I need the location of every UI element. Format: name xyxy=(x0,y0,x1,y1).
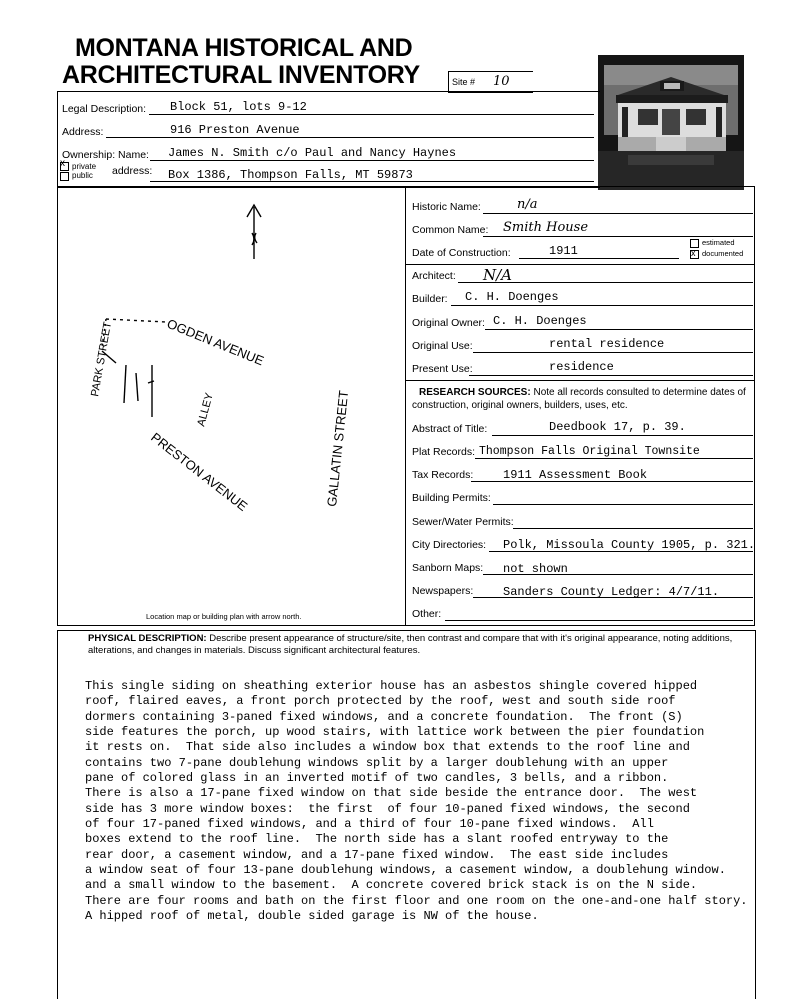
description-line: and a small window to the basement. A concrete covered brick stack is on the N side. xyxy=(85,878,698,893)
tax-records-value: 1911 Assessment Book xyxy=(503,468,648,482)
divider-2 xyxy=(405,380,754,381)
sewer-water-permits-line xyxy=(513,528,753,529)
original-use-value: rental residence xyxy=(549,337,665,351)
abstract-of-title-value: Deedbook 17, p. 39. xyxy=(549,420,686,434)
city-directories-label: City Directories: xyxy=(412,539,487,551)
builder-value: C. H. Doenges xyxy=(465,290,559,304)
ownership-value: James N. Smith c/o Paul and Nancy Haynes xyxy=(168,146,457,160)
private-label: private xyxy=(72,162,97,171)
physical-description-body xyxy=(85,679,785,925)
description-line: it rests on. That side also includes a window box that extends to the roof line and xyxy=(85,740,690,755)
physical-heading: PHYSICAL DESCRIPTION: xyxy=(88,633,207,644)
sanborn-maps-value: not shown xyxy=(503,562,568,576)
present-use-value: residence xyxy=(549,360,614,374)
description-line: This single siding on sheathing exterior house has an asbestos shingle covered hipped xyxy=(85,679,698,693)
map-label-ogden: OGDEN AVENUE xyxy=(164,315,267,369)
present-use-label: Present Use: xyxy=(412,363,473,375)
research-sources-header xyxy=(412,386,752,412)
other-line xyxy=(445,620,753,621)
description-line: dormers containing 3-paned fixed windows, and a concrete foundation. The front (S) xyxy=(85,709,683,724)
map-label-preston: PRESTON AVENUE xyxy=(148,429,251,515)
map-label-park: PARK STREET xyxy=(89,320,115,398)
public-label: public xyxy=(72,171,93,181)
fields-list xyxy=(405,186,754,624)
site-label: Site # xyxy=(452,77,476,87)
newspapers-label: Newspapers: xyxy=(412,585,474,597)
other-label: Other: xyxy=(412,608,442,620)
plat-records-line xyxy=(475,458,753,459)
sewer-water-permits-label: Sewer/Water Permits: xyxy=(412,516,514,528)
tax-records-label: Tax Records: xyxy=(412,469,474,481)
ownership-line xyxy=(150,160,594,161)
description-line: pane of colored glass in an inverted motif of two candles, 3 bells, and a ribbon. xyxy=(85,771,669,786)
physical-instructions: Describe present appearance of structure/site, then contrast and compare that with it's original appearance, noting additions, alterations, and changes in materials. Discuss significant architectural features. xyxy=(88,633,733,656)
date-of-construction-label: Date of Construction: xyxy=(412,247,511,259)
city-directories-value: Polk, Missoula County 1905, p. 321. xyxy=(503,538,756,552)
common-name-value: Smith House xyxy=(503,220,589,235)
original-use-line xyxy=(473,352,753,353)
description-line: A hipped roof of metal, double sided garage is NW of the house. xyxy=(85,909,539,924)
builder-label: Builder: xyxy=(412,293,448,305)
location-map xyxy=(58,187,404,624)
estimated-label: estimated xyxy=(702,238,735,247)
ownership-type xyxy=(60,158,97,181)
historic-name-line xyxy=(483,213,753,214)
historic-name-value: n/a xyxy=(517,197,538,212)
description-line: a window seat of four 13-pane doublehung windows, a casement window, a doublehung window. xyxy=(85,863,726,878)
original-owner-label: Original Owner: xyxy=(412,317,485,329)
legal-description-value: Block 51, lots 9-12 xyxy=(170,100,307,114)
site-number-box xyxy=(448,71,533,93)
present-use-line xyxy=(469,375,753,376)
description-line: contains two 7-pane doublehung windows split by a larger doublehung with an upper xyxy=(85,755,669,770)
description-line: roof, flaired eaves, a front porch protected by the roof, west and south side roof xyxy=(85,694,676,709)
architect-value: N/A xyxy=(483,266,513,284)
documented-label: documented xyxy=(702,249,744,258)
form-title-line2: ARCHITECTURAL INVENTORY xyxy=(62,61,420,89)
date-of-construction-line xyxy=(519,258,679,259)
abstract-of-title-line xyxy=(492,435,753,436)
private-checkbox[interactable]: x xyxy=(60,162,69,171)
building-permits-label: Building Permits: xyxy=(412,492,491,504)
map-label-alley: ALLEY xyxy=(195,391,216,428)
address-value: 916 Preston Avenue xyxy=(170,123,300,137)
newspapers-value: Sanders County Ledger: 4/7/11. xyxy=(503,585,720,599)
research-note: Note all records consulted to determine dates of construction, original owners, builders, uses, etc. xyxy=(412,387,746,411)
legal-description-label: Legal Description: xyxy=(62,103,147,115)
form-title-line1: MONTANA HISTORICAL AND xyxy=(75,34,413,62)
plat-records-value: Thompson Falls Original Townsite xyxy=(479,445,700,458)
description-line: There are four rooms and bath on the first floor and one room on the one-and-one half story. xyxy=(85,893,748,908)
description-line: of four 17-paned fixed windows, and a third of four 10-pane fixed windows. All xyxy=(85,817,654,832)
original-owner-line xyxy=(485,329,753,330)
legal-description-line xyxy=(149,114,594,115)
description-line: There is also a 17-pane fixed window on that side beside the entrance door. The west xyxy=(85,786,698,801)
architect-label: Architect: xyxy=(412,270,456,282)
original-use-label: Original Use: xyxy=(412,340,473,352)
site-number: 10 xyxy=(493,74,510,89)
builder-line xyxy=(451,305,753,306)
address-label: Address: xyxy=(62,126,104,138)
date-of-construction-value: 1911 xyxy=(549,244,578,258)
original-owner-value: C. H. Doenges xyxy=(493,314,587,328)
description-line: side features the porch, up wood stairs, with lattice work between the pier foundation xyxy=(85,725,705,740)
historic-name-label: Historic Name: xyxy=(412,201,481,213)
owner-address-value: Box 1386, Thompson Falls, MT 59873 xyxy=(168,168,413,182)
documented-checkbox[interactable]: x xyxy=(690,250,699,259)
estimated-checkbox[interactable] xyxy=(690,239,699,248)
description-line: boxes extend to the roof line. The north side has a slant roofed entryway to the xyxy=(85,832,669,847)
owner-address-label: address: xyxy=(112,165,153,177)
description-line: side has 3 more window boxes: the first of four 10-paned fixed windows, the second xyxy=(85,801,690,816)
ownership-label: Ownership: Name: xyxy=(62,149,149,161)
plat-records-label: Plat Records: xyxy=(412,446,476,458)
physical-description-header xyxy=(88,633,748,657)
common-name-label: Common Name: xyxy=(412,224,489,236)
description-line: rear door, a casement window, and a 17-pane fixed window. The east side includes xyxy=(85,847,669,862)
abstract-of-title-label: Abstract of Title: xyxy=(412,423,488,435)
map-label-gallatin: GALLATIN STREET xyxy=(324,389,352,508)
address-line xyxy=(106,137,594,138)
public-checkbox[interactable] xyxy=(60,172,69,181)
building-permits-line xyxy=(493,504,753,505)
date-type-options xyxy=(690,237,743,259)
research-heading: RESEARCH SOURCES: xyxy=(419,387,531,398)
divider-1 xyxy=(405,264,754,265)
map-caption: Location map or building plan with arrow north. xyxy=(146,612,302,621)
sanborn-maps-label: Sanborn Maps: xyxy=(412,562,484,574)
house-photo xyxy=(598,55,744,190)
